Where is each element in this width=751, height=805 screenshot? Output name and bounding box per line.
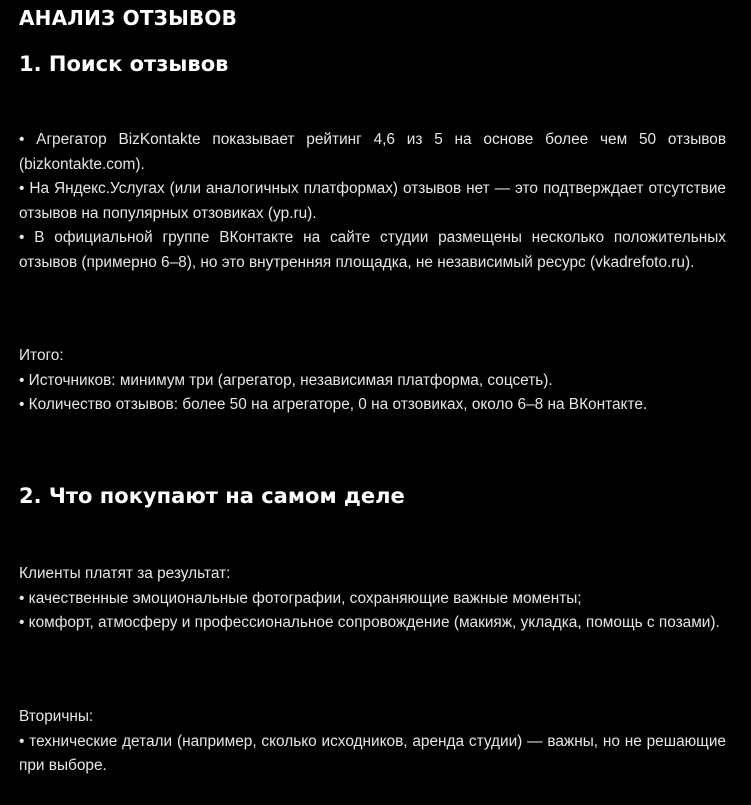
summary-block: [19, 344, 726, 418]
summary-bullet-count: • Количество отзывов: более 50 на агрегаторе, 0 на отзовиках, около 6–8 на ВКонтакте.: [19, 396, 648, 413]
section-heading-review-search: 1. Поиск отзывов: [19, 52, 229, 76]
section-heading-what-they-buy: 2. Что покупают на самом деле: [19, 484, 405, 508]
secondary-label: Вторичны:: [19, 708, 94, 725]
primary-bullet-photos: • качественные эмоциональные фотографии, сохраняющие важные моменты;: [19, 589, 582, 607]
bullet-bizkontakte: • Агрегатор BizKontakte показывает рейтинг 4,6 из 5 на основе более чем 50 отзывов (bizkontakte.com).: [19, 131, 726, 173]
bullet-vkontakte-group: • В официальной группе ВКонтакте на сайте студии размещены несколько положительных отзывов (примерно 6–8), но это внутренняя площадка, не независимый ресурс (vkadrefoto.ru).: [19, 229, 726, 271]
primary-label: Клиенты платят за результат:: [19, 565, 231, 582]
primary-bullet-comfort: • комфорт, атмосферу и профессиональное сопровождение (макияж, укладка, помощь с позами).: [19, 614, 720, 631]
summary-bullet-sources: • Источников: минимум три (агрегатор, независимая платформа, соцсеть).: [19, 371, 553, 389]
secondary-values-block: [19, 705, 726, 779]
document-title: АНАЛИЗ ОТЗЫВОВ: [19, 6, 238, 30]
summary-label: Итого:: [19, 347, 64, 364]
review-sources-list: [19, 128, 726, 275]
secondary-bullet-technical: • технические детали (например, сколько исходников, аренда студии) — важны, но не решающие при выборе.: [19, 732, 726, 774]
primary-values-block: [19, 562, 726, 636]
bullet-yandex-services: • На Яндекс.Услугах (или аналогичных платформах) отзывов нет — это подтверждает отсутствие отзывов на популярных отзовиках (yp.ru).: [19, 180, 726, 222]
